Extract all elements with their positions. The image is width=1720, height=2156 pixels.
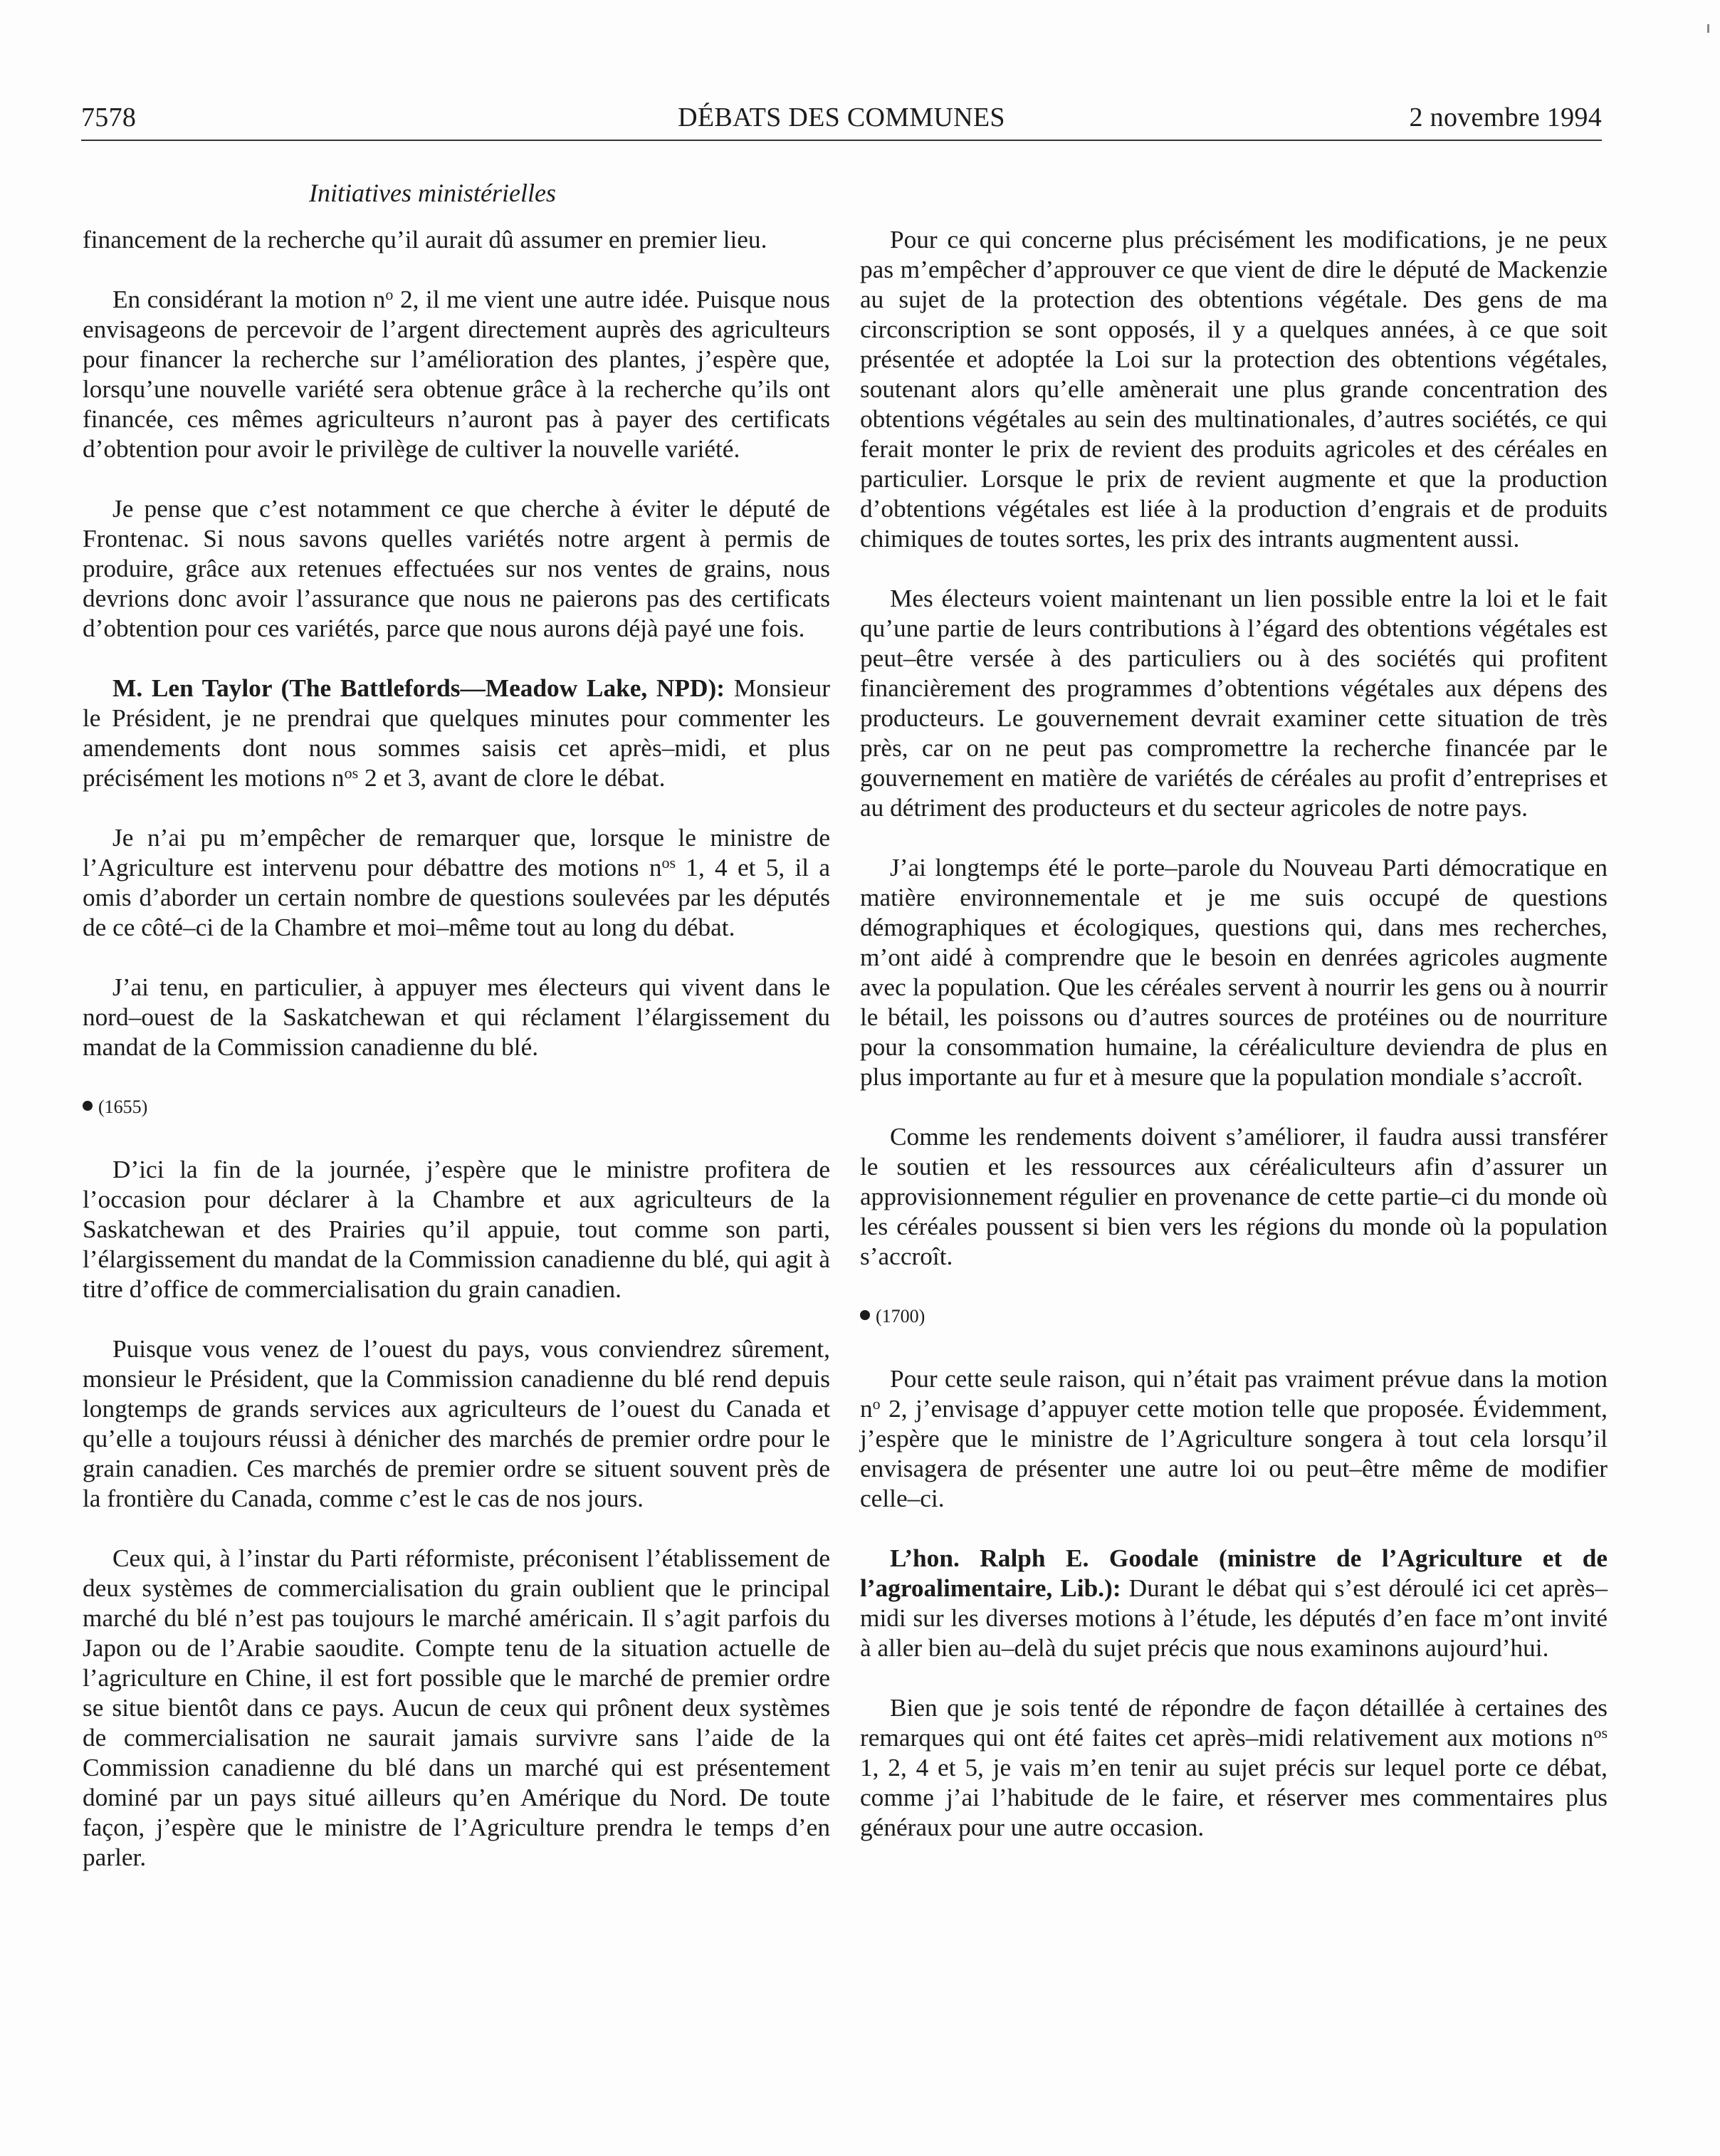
speaker-name: L’hon. Ralph E. Goodale (ministre de l’Agriculture et de l’agroalimentaire, Lib.): <box>860 1544 1608 1602</box>
paragraph: J’ai tenu, en particulier, à appuyer mes électeurs qui vivent dans le nord–ouest de la Saskatchewan et qui réclament l’élargissement du mandat de la Commission canadienne du blé. <box>83 973 830 1061</box>
header-rule <box>81 140 1602 141</box>
paragraph: financement de la recherche qu’il aurait dû assumer en premier lieu. <box>83 226 767 253</box>
bullet-icon <box>860 1310 870 1320</box>
paragraph: Comme les rendements doivent s’améliorer, il faudra aussi transférer le soutien et les ressources aux céréaliculteurs afin d’assurer un approvisionnement régulier en provenance de cette partie–ci du monde où les céréales poussent si bien vers les régions du monde où la population s’accroît. <box>860 1123 1608 1270</box>
paragraph: En considérant la motion $n^o$ 2, il me vient une autre idée. Puisque nous envisageons de percevoir de l’argent directement auprès des agriculteurs pour financer la recherche sur l’amélioration des plantes, j’espère que, lorsqu’une nouvelle variété sera obtenue grâce à la recherche qu’ils ont financée, ces mêmes agriculteurs n’auront pas à payer des certificats d’obtention pour avoir le privilège de cultiver la nouvelle variété. <box>83 286 830 463</box>
session-date: 2 novembre 1994 <box>1409 103 1602 132</box>
paragraph: Je n’ai pu m’empêcher de remarquer que, lorsque le ministre de l’Agriculture est intervenu pour débattre des motions $n^{os}$ 1, 4 et 5, il a omis d’aborder un certain nombre de questions soulevées par les députés de ce côté–ci de la Chambre et moi–même tout au long du débat. <box>83 824 830 941</box>
paragraph: J’ai longtemps été le porte–parole du Nouveau Parti démocratique en matière environnementale et je me suis occupé de questions démographiques et écologiques, questions qui, dans mes recherches, m’ont aidé à comprendre que le besoin en denrées agricoles augmente avec la population. Que les céréales servent à nourrir les gens ou à nourrir le bétail, les poissons ou d’autres sources de protéines ou de nourriture pour la consommation humaine, la céréaliculture deviendra de plus en plus importante au fur et à mesure que la population mondiale s’accroît. <box>860 854 1608 1091</box>
paragraph: Je pense que c’est notamment ce que cherche à éviter le député de Frontenac. Si nous savons quelles variétés notre argent à permis de produire, grâce aux retenues effectuées sur nos ventes de grains, nous devrions donc avoir l’assurance que nous ne paierons pas des certificats d’obtention pour ces variétés, parce que nous aurons déjà payé une fois. <box>83 495 830 642</box>
page-header <box>81 100 1602 140</box>
speaker-paragraph: M. Len Taylor (The Battlefords—Meadow Lake, NPD): Monsieur le Président, je ne prendrai que quelques minutes pour commenter les amendements dont nous sommes saisis cet après–midi, et plus précisément les motions $n^{os}$ 2 et 3, avant de clore le débat. <box>83 674 830 792</box>
left-column <box>83 225 830 1903</box>
speaker-paragraph: L’hon. Ralph E. Goodale (ministre de l’Agriculture et de l’agroalimentaire, Lib.): Durant le débat qui s’est déroulé ici cet après–midi sur les diverses motions à l’étude, les députés d’en face m’ont invité à aller bien au–delà du sujet précis que nous examinons aujourd’hui. <box>860 1544 1608 1662</box>
section-title: Initiatives ministérielles <box>309 179 556 207</box>
speaker-name: M. Len Taylor (The Battlefords—Meadow Lake, NPD): <box>112 674 725 702</box>
journal-title: DÉBATS DES COMMUNES <box>678 103 1005 132</box>
paragraph: D’ici la fin de la journée, j’espère que le ministre profitera de l’occasion pour déclarer à la Chambre et aux agriculteurs de la Saskatchewan et des Prairies qu’il appuie, tout comme son parti, l’élargissement du mandat de la Commission canadienne du blé, qui agit à titre d’office de commercialisation du grain canadien. <box>83 1156 830 1303</box>
page-number: 7578 <box>81 103 137 132</box>
time-marker: (1655) <box>83 1092 830 1122</box>
time-marker: (1700) <box>860 1302 1608 1331</box>
paragraph: Bien que je sois tenté de répondre de façon détaillée à certaines des remarques qui ont été faites cet après–midi relativement aux motions $n^{os}$ 1, 2, 4 et 5, je vais m’en tenir au sujet précis sur lequel porte ce débat, comme j’ai l’habitude de le faire, et réserver mes commentaires plus généraux pour une autre occasion. <box>860 1694 1608 1841</box>
paragraph: Ceux qui, à l’instar du Parti réformiste, préconisent l’établissement de deux systèmes de commercialisation du grain oublient que le principal marché du blé n’est pas toujours le marché américain. Il s’agit parfois du Japon ou de l’Arabie saoudite. Compte tenu de la situation actuelle de l’agriculture en Chine, il est fort possible que le marché de premier ordre se situe bientôt dans ce pays. Aucun de ceux qui prônent deux systèmes de commercialisation ne saurait jamais survivre sans l’aide de la Commission canadienne du blé dans un marché qui est présentement dominé par un pays situé ailleurs qu’en Amérique du Nord. De toute façon, j’espère que le ministre de l’Agriculture prendra le temps d’en parler. <box>83 1544 830 1871</box>
paragraph: Pour ce qui concerne plus précisément les modifications, je ne peux pas m’empêcher d’approuver ce que vient de dire le député de Mackenzie au sujet de la protection des obtentions végétale. Des gens de ma circonscription se sont opposés, il y a quelques années, à ce que soit présentée et adoptée la Loi sur la protection des obtentions végétales, soutenant alors qu’elle amènerait une plus grande concentration des obtentions végétales au sein des multinationales, d’autres sociétés, ce qui ferait monter le prix de revient des produits agricoles et des céréales en particulier. Lorsque le prix de revient augmente et que la production d’obtentions végétales est liée à la production d’engrais et de produits chimiques de toutes sortes, les prix des intrants augmentent aussi. <box>860 226 1608 553</box>
paragraph: Puisque vous venez de l’ouest du pays, vous conviendrez sûrement, monsieur le Président, que la Commission canadienne du blé rend depuis longtemps de grands services aux agriculteurs de l’ouest du Canada et qu’elle a toujours réussi à dénicher des marchés de premier ordre pour le grain canadien. Ces marchés de premier ordre se situent souvent près de la frontière du Canada, comme c’est le cas de nos jours. <box>83 1335 830 1512</box>
scan-mark <box>1707 24 1709 33</box>
paragraph: Mes électeurs voient maintenant un lien possible entre la loi et le fait qu’une partie de leurs contributions à l’égard des obtentions végétales est peut–être versée à des particuliers ou à des sociétés qui profitent financièrement des programmes d’obtentions végétales aux dépens des producteurs. Le gouvernement devrait examiner cette situation de très près, car on ne peut pas compromettre la recherche financée par le gouvernement en matière de variétés de céréales au profit d’entreprises et au détriment des producteurs et du secteur agricoles de notre pays. <box>860 585 1608 822</box>
bullet-icon <box>83 1101 93 1111</box>
right-column <box>860 225 1608 1873</box>
paragraph: Pour cette seule raison, qui n’était pas vraiment prévue dans la motion $n^o$ 2, j’envisage d’appuyer cette motion telle que proposée. Évidemment, j’espère que le ministre de l’Agriculture songera à tout cela lorsqu’il envisagera de présenter une autre loi ou peut–être même de modifier celle–ci. <box>860 1365 1608 1512</box>
